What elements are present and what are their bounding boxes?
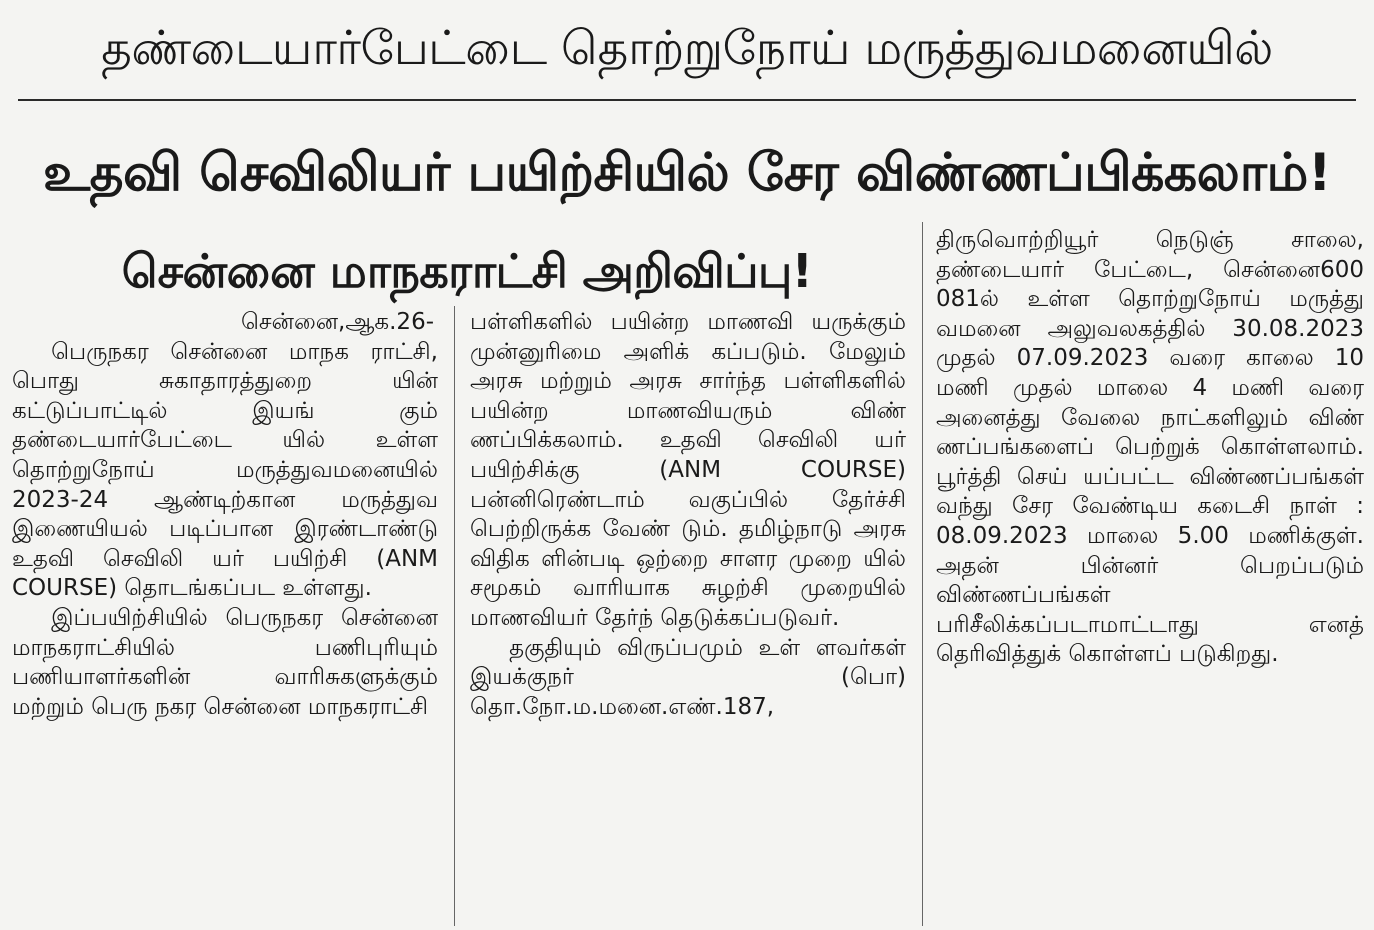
column-divider: [454, 306, 455, 926]
sub-headline: சென்னை மாநகராட்சி அறிவிப்பு!: [121, 244, 813, 298]
paragraph: திருவொற்றியூர் நெடுஞ் சாலை, தண்டையார் பேட்டை, சென்னை600 081ல் உள்ள தொற்றுநோய் மருத்து வமனை அலுவலகத்தில் 30.08.2023 முதல் 07.09.2023 வரை காலை 10 மணி முதல் மாலை 4 மணி வரை அனைத்து வேலை நாட்களிலும் விண் ணப்பங்களைப் பெற்றுக் கொள்ளலாம். பூர்த்தி செய் யப்பட்ட விண்ணப்பங்கள் வந்து சேர வேண்டிய கடைசி நாள் : 08.09.2023 மாலை 5.00 மணிக்குள். அதன் பின்னர் பெறப்படும் விண்ணப்பங்கள் பரிசீலிக்கப்படாமாட்டாது எனத் தெரிவித்துக் கொள்ளப் படுகிறது.: [936, 227, 1364, 668]
paragraph: பள்ளிகளில் பயின்ற மாணவி யருக்கும் முன்னுரிமை அளிக் கப்படும். மேலும் அரசு மற்றும் அரசு சார்ந்த பள்ளிகளில் பயின்ற மாணவியரும் விண் ணப்பிக்கலாம். உதவி செவிலி யர் பயிற்சிக்கு (ANM COURSE) பன்னிரெண்டாம் வகுப்பில் தேர்ச்சி பெற்றிருக்க வேண் டும். தமிழ்நாடு அரசு விதிக ளின்படி ஒற்றை சாளர முறை யில் சமூகம் வாரியாக சுழற்சி முறையில் மாணவியர் தேர்ந் தெடுக்கப்படுவர்.: [470, 309, 906, 631]
top-divider: [18, 99, 1356, 101]
kicker-heading: தண்டையார்பேட்டை தொற்றுநோய் மருத்துவமனையில்: [101, 21, 1273, 76]
dateline: சென்னை,ஆக.26-: [241, 309, 434, 335]
paragraph: தகுதியும் விருப்பமும் உள் ளவர்கள் இயக்குநர் (பொ) தொ.நோ.ம.மனை.எண்.187,: [470, 634, 906, 720]
article-column-2: [470, 308, 906, 722]
main-headline: உதவி செவிலியர் பயிற்சியில் சேர விண்ணப்பிக்கலாம்!: [42, 143, 1332, 203]
paragraph: பெருநகர சென்னை மாநக ராட்சி, பொது சுகாதாரத்துறை யின் கட்டுப்பாட்டில் இயங் கும் தண்டையார்பேட்டை யில் உள்ள தொற்றுநோய் மருத்துவமனையில் 2023-24 ஆண்டிற்கான மருத்துவ இணையியல் படிப்பான இரண்டாண்டு உதவி செவிலி யர் பயிற்சி (ANM COURSE) தொடங்கப்பட உள்ளது.: [12, 338, 438, 602]
column-divider: [922, 222, 923, 926]
paragraph: இப்பயிற்சியில் பெருநகர சென்னை மாநகராட்சியில் பணிபுரியும் பணியாளர்களின் வாரிசுகளுக்கும் மற்றும் பெரு நகர சென்னை மாநகராட்சி: [12, 604, 438, 720]
article-column-3: [936, 226, 1364, 670]
article-column-1: [12, 308, 438, 722]
